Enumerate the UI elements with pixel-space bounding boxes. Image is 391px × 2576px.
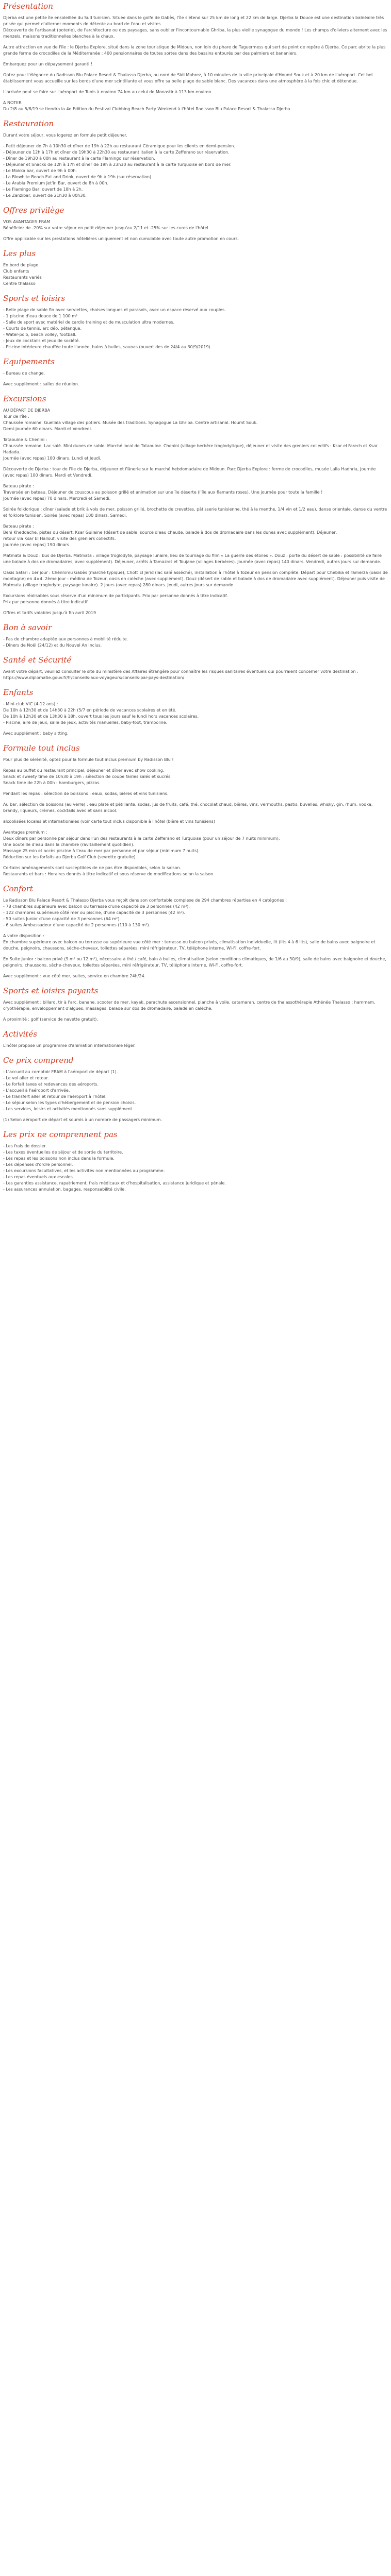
section-paragraph: - Mini-club VIC (4-12 ans) : De 10h à 12h30 et de 14h30 à 22h (5/7 en période de vacances scolaires et en été. De 10h à 12h30 et de 13h30 à 18h, ouvert tous les jours sauf le lundi hors vacances scolaires. - Piscine, aire de jeux, salle de jeux, activités manuelles, baby-foot, trampoline. [3, 702, 199, 725]
section-equipements [3, 357, 388, 387]
section-paragraph: Le Radisson Blu Palace Resort & Thalasso Djerba vous reçoit dans son confortable complexe de 294 chambres réparties en 4 catégories : - 78 chambres supérieure avec balcon ou terrasse d'une capacité de 3 personnes (42 m²). - 122 chambres supérieure côté mer ou piscine, d'une capacité de 3 personnes (42 m²). - 50 suites Junior d'une capacité de 3 personnes (64 m²). - 6 suites Ambassadeur d'une capacité de 2 personnes (110 à 130 m²). [3, 898, 287, 927]
section-title: Excursions [3, 394, 46, 403]
section-title: Sports et loisirs payants [3, 986, 99, 995]
section-enfants [3, 687, 388, 737]
section-title: Les plus [3, 249, 36, 258]
section-paragraph: Durant votre séjour, vous logerez en formule petit déjeuner. [3, 133, 127, 138]
section-paragraph: Certains aménagements sont susceptibles de ne pas être disponibles, selon la saison. Restaurants et bars : Horaires donnés à titre indicatif et sous réserve de modifications selon la saison. [3, 866, 215, 876]
section-paragraph: - Petit déjeuner de 7h à 10h30 et dîner de 19h à 22h au restaurant Céramique pour les clients en demi-pension. - Déjeuner de 12h à 17h et dîner de 19h30 à 22h30 au restaurant italien à la carte Zefferano sur réservation. - Dîner de 19h30 à 00h au restaurant à la carte Flamingo sur réservation. - Déjeuner et Snacks de 12h à 17h et dîner de 19h à 23h30 au restaurant à la carte Turquoise en bord de mer. - Le Mokka bar, ouvert de 9h à 00h. - La Blowhite Beach Eat and Drink, ouvert de 9h à 19h (sur réservation). - Le Arabia Premium Jet'in Bar, ouvert de 8h à 00h. - Le Flamingo Bar, ouvert de 18h à 2h. - Le Zanzibar, ouvert de 21h30 à 00h30. [3, 144, 235, 198]
section-paragraph: Tataouine & Chenini : Chaussée romaine. Lac salé. Mini dunes de sable. Marché local de Tataouine. Chenini (village berbère troglodytique), déjeuner et visite des greniers collectifs : Ksar el Farech et Ksar Hadada. Journée (avec repas) 100 dinars. Lundi et Jeudi. [3, 437, 378, 461]
section-paragraph: Matmata & Douz : bus de Djerba. Matmata : village troglodyte, paysage lunaire, lieu de tournage du film « La guerre des étoiles ». Douz : porte du désert de sable : possibilité de faire une balade à dos de dromadaires, avec supplément). Déjeuner, arrêts à Tamazret et Toujane (villages berbères). Journée (avec repas) 140 dinars. Vendredi, autres jours sur demande. [3, 553, 382, 564]
section-paragraph: Offre applicable sur les prestations hôtelières uniquement et non cumulable avec toute autre promotion en cours. [3, 236, 239, 241]
section-paragraph: En Suite Junior : balcon privé (9 m² ou 12 m²), nécessaire à thé / café, bain à bulles, climatisation (selon conditions climatiques, de 1/6 au 30/9), salle de bains avec baignoire et douche, peignoirs, chaussons, sèche-cheveux, toilettes séparées, mini réfrigérateur, TV, téléphone interne, Wi-Fi, coffre-fort. [3, 957, 386, 968]
section-paragraph: Avec supplément : baby sitting. [3, 731, 69, 736]
section-paragraph: Optez pour l'élégance du Radisson Blu Palace Resort & Thalasso Djerba, au nord de Sidi Mahrez, à 10 minutes de la ville principale d'Houmt Souk et à 20 km de l'aéroport. Cet bel établissement vous accueille sur les bords d'une mer scintillante et vous offre sa belle plage de sable blanc. Des vacances dans une atmosphère à la fois chic et détendue. [3, 73, 373, 83]
section-presentation [3, 1, 388, 112]
section-paragraph: A votre disposition : En chambre supérieure avec balcon ou terrasse ou supérieure vue côté mer : terrasse ou balcon privés, climatisation individuelle, lit (lits 4 à 6 lits), salle de bains avec baignoire et douche, peignoirs, chaussons, sèche-cheveux, toilettes séparées, mini réfrigérateur, TV, téléphone interne, Wi-Fi, coffre-fort. [3, 934, 376, 951]
section-paragraph: Djerba est une petite île ensoleillée du Sud tunisien. Située dans le golfe de Gabès, l'île s'étend sur 25 km de long et 22 km de large. Djerba la Douce est une destination balnéaire très prisée qui permet d'alterner moments de détente au bord de l'eau et visites. Découverte de l'artisanat (poterie), de l'architecture ou des paysages, sans oublier l'incontournable Ghriba, la plus vieille synagogue du monde ! Les champs d'oliviers alternent avec les menzels, maisons traditionnelles blanches à la chaux. [3, 15, 387, 39]
section-confort [3, 884, 388, 979]
section-title: Offres privilège [3, 206, 64, 215]
section-paragraph: Soirée folklorique : dîner (salade et brik à vols de mer, poisson grillé, brochette de crevettes, pâtisserie tunisienne, thé à la menthe, 1/4 vin et 1/2 eau), danse orientale, danse du ventre et folklore tunisien. Soirée (avec repas) 100 dinars. Samedi. [3, 507, 387, 518]
section-paragraph: - Bureau de change. [3, 371, 45, 376]
section-paragraph: Au bar, sélection de boissons (au verre) : eau plate et pétillante, sodas, jus de fruits, café, thé, chocolat chaud, bières, vins, vermouths, pastis, buvelles, whisky, gin, rhum, vodka, brandy, liqueurs, crèmes, cocktails avec et sans alcool. [3, 802, 373, 813]
section-title: Santé et Sécurité [3, 655, 72, 665]
section-paragraph: - L'accueil au comptoir FRAM à l'aéroport de départ (1). - Le vol aller et retour. - Le forfait taxes et redevances des aéroports. - L'accueil à l'aéroport d'arrivée. - Le transfert aller et retour de l'aéroport à l'hôtel. - Le séjour selon les types d'hébergement et de pension choisis. - Les services, loisirs et activités mentionnés sans supplément. [3, 1070, 136, 1111]
section-paragraph: Avantages premium : Deux dîners par personne par séjour dans l'un des restaurants à la carte Zefferano et Turquoise (pour un séjour de 7 nuits minimum). Une bouteille d'eau dans la chambre (ravitaillement quotidien). Massage 25 min et accès piscine à l'eau de mer par personne et par séjour (minimum 7 nuits). Réduction sur les forfaits au Djerba Golf Club (sevrette gratuite). [3, 830, 280, 859]
section-paragraph: Offres et tarifs valables jusqu'à fin avril 2019 [3, 611, 96, 615]
section-paragraph: Excursions réalisables sous réserve d'un minimum de participants. Prix par personne donnés à titre indicatif. Prix par personne donnés à titre indicatif. [3, 594, 228, 604]
section-paragraph: Embarquez pour un dépaysement garanti ! [3, 62, 92, 66]
section-paragraph: A NOTER Du 2/8 au 5/8/19 se tiendra la 4e Edition du Festival Clubbing Beach Party Weekend à l'hôtel Radisson Blu Palace Resort & Thalasso Djerba. [3, 100, 292, 111]
section-title: Bon à savoir [3, 623, 52, 632]
section-offres-privilege [3, 205, 388, 242]
section-title: Les prix ne comprennent pas [3, 1130, 118, 1139]
section-sports-et-loisirs [3, 293, 388, 350]
section-formule-tout-inclus [3, 743, 388, 877]
section-paragraph: L'arrivée peut se faire sur l'aéroport de Tunis à environ 74 km au celui de Monastir à 113 km environ. [3, 90, 213, 94]
section-paragraph: - Belle plage de sable fin avec serviettes, chaises longues et parasols, avec un espace réservé aux couples. - 1 piscine d'eau douce de 1 100 m² - Salle de sport avec matériel de cardio training et de musculation ultra modernes. - Courts de tennis, arc déo, pétanque. - Water-polo, beach volley, football. - Jeux de cocktails et jeux de société. - Piscine intérieure chauffée toute l'année, bains à bulles, saunas (ouvert des de 24/4 au 30/9/2019). [3, 308, 226, 349]
section-les-prix-ne-comprennent-pas [3, 1129, 388, 1193]
section-bon-a-savoir [3, 622, 388, 649]
section-title: Equipements [3, 357, 55, 366]
section-paragraph: En bord de plage Club enfants Restaurants variés Centre thalasso [3, 263, 42, 286]
section-paragraph: Oasis Safari : 1er jour : Chènnimu Gabès (marché typique), Chott El Jerid (lac salé asséché), installation à l'hôtel à Tozeur en pension complète. Départ pour Chebika et Tamerza (oasis de montagne) en 4×4. 2ème jour : médina de Tozeur, oasis en calèche (avec supplément). Douz (désert de sable et balade à dos de dromadaire avec supplément). Déjeuner puis visite de Matmata (village troglodyte, paysage lunaire). 2 jours (avec repas) 280 dinars. Jeudi, autres jours sur demande. [3, 570, 388, 587]
section-restauration [3, 118, 388, 199]
section-paragraph: L'hôtel propose un programme d'animation internationale léger. [3, 1043, 136, 1048]
section-paragraph: Pendant les repas : sélection de boissons : eaux, sodas, bières et vins tunisiens. [3, 791, 169, 796]
section-title: Présentation [3, 2, 53, 11]
section-ce-prix-comprend [3, 1055, 388, 1123]
section-paragraph: - Pas de chambre adaptée aux personnes à mobilité réduite. - Dîners de Noël (24/12) et du Nouvel An inclus. [3, 637, 128, 648]
section-title: Enfants [3, 688, 34, 697]
product-description-page [0, 0, 391, 1211]
section-paragraph: Repas au buffet du restaurant principal, déjeuner et dîner avec show cooking. Snack et sweety time de 10h30 à 19h : sélection de coupe fairies salés et sucrés. Snack time de 22h à 00h : hamburgers, pizzas. [3, 768, 172, 785]
section-sports-et-loisirs-payants [3, 986, 388, 1023]
section-paragraph: - Les frais de dossier. - Les taxes éventuelles de séjour et de sortie du territoire. - Les repas et les boissons non inclus dans la formule. - Les dépenses d'ordre personnel. - Les excursions facultatives, et les activités non mentionnées au programme. - Les repas éventuels aux escales. - Les garanties assistance, rapatriement, frais médicaux et d'hospitalisation, assistance juridique et pénale. - Les assurances annulation, bagages, responsabilité civile. [3, 1144, 226, 1192]
section-paragraph: VOS AVANTAGES FRAM Bénéficiez de -20% sur votre séjour en petit déjeuner jusqu'au 2/11 et -25% sur les cures de l'hôtel. [3, 219, 210, 230]
section-title: Ce prix comprend [3, 1056, 74, 1065]
section-sante-et-securite [3, 655, 388, 681]
section-paragraph: Découverte de Djerba : tour de l'île de Djerba, déjeuner et flânerie sur le marché hebdomadaire de Midoun. Parc Djerba Explore : ferme de crocodiles, musée Lalla Hadhria, Journée (avec repas) 100 dinars. Mardi et Vendredi. [3, 467, 376, 478]
section-paragraph: Autre attraction en vue de l'île : le Djerba Explore, situé dans la zone touristique de Midoun, non loin du phare de Taguermess qui sert de point de repère à Djerba. Ce parc abrite la plus grande ferme de crocodiles de la Méditerranée : 400 pensionnaires de toutes sortes dans des bassins entourés par des palmiers et bananiers. [3, 45, 386, 56]
section-excursions [3, 394, 388, 616]
section-activites [3, 1029, 388, 1049]
section-paragraph: Avec supplément : billard, tir à l'arc, banane, scooter de mer, kayak, parachute ascensionnel, planche à voile, catamaran, centre de thalassothérapie Athénée Thalasso : hammam, cryothérapie, enveloppement d'algues, massages, balade sur dos de dromadaire, balade en calèche. [3, 1000, 376, 1011]
section-title: Confort [3, 884, 33, 893]
section-title: Sports et loisirs [3, 294, 66, 303]
section-paragraph: Avant votre départ, veuillez consulter le site du ministère des Affaires étrangère pour connaître les risques sanitaires éventuels qui pourraient concerner votre destination : https://www.diplomatie.gouv.fr/fr/conseils-aux-voyageurs/conseils-par-pays-destination/ [3, 669, 359, 680]
section-paragraph: Avec supplément : vue côté mer, suites, service en chambre 24h/24. [3, 974, 146, 978]
section-les-plus [3, 248, 388, 287]
section-paragraph: alcoolisées locales et internationales (voir carte tout inclus disponible à l'hôtel (bière et vins tunisiens) [3, 819, 215, 824]
section-paragraph: A proximité : golf (service de navette gratuit). [3, 1017, 98, 1022]
section-paragraph: (1) Selon aéroport de départ et soumis à un nombre de passagers minimum. [3, 1117, 162, 1122]
section-paragraph: Bateau pirate : Beni Kheddache, pistes du désert, Ksar Guilaine (désert de sable, source d'eau chaude, balade à dos de dromadaire dans les dunes avec supplément). Déjeuner, retour via Ksar El Hallouf, visite des greniers collectifs. Journée (avec repas) 190 dinars [3, 524, 337, 547]
section-title: Restauration [3, 119, 54, 128]
section-paragraph: Bateau pirate : Traversée en bateau. Déjeuner de couscous au poisson grillé et animation sur une île déserte (l'île aux flamants roses). Une journée pour toute la famille ! Journée (avec repas) 70 dinars. Mercredi et Samedi. [3, 484, 323, 501]
section-paragraph: Pour plus de sérénité, optez pour la formule tout inclus premium by Radisson Blu ! [3, 757, 174, 762]
section-paragraph: AU DÉPART DE DJERBA Tour de l'île : Chaussée romaine. Guellala village des potiers. Musée des traditions. Synagogue La Ghriba. Centre artisanal. Houmt Souk. Demi-journée 60 dinars. Mardi et Vendredi. [3, 408, 258, 431]
section-title: Activités [3, 1029, 37, 1039]
section-title: Formule tout inclus [3, 743, 80, 753]
section-paragraph: Avec supplément : salles de réunion. [3, 382, 79, 386]
